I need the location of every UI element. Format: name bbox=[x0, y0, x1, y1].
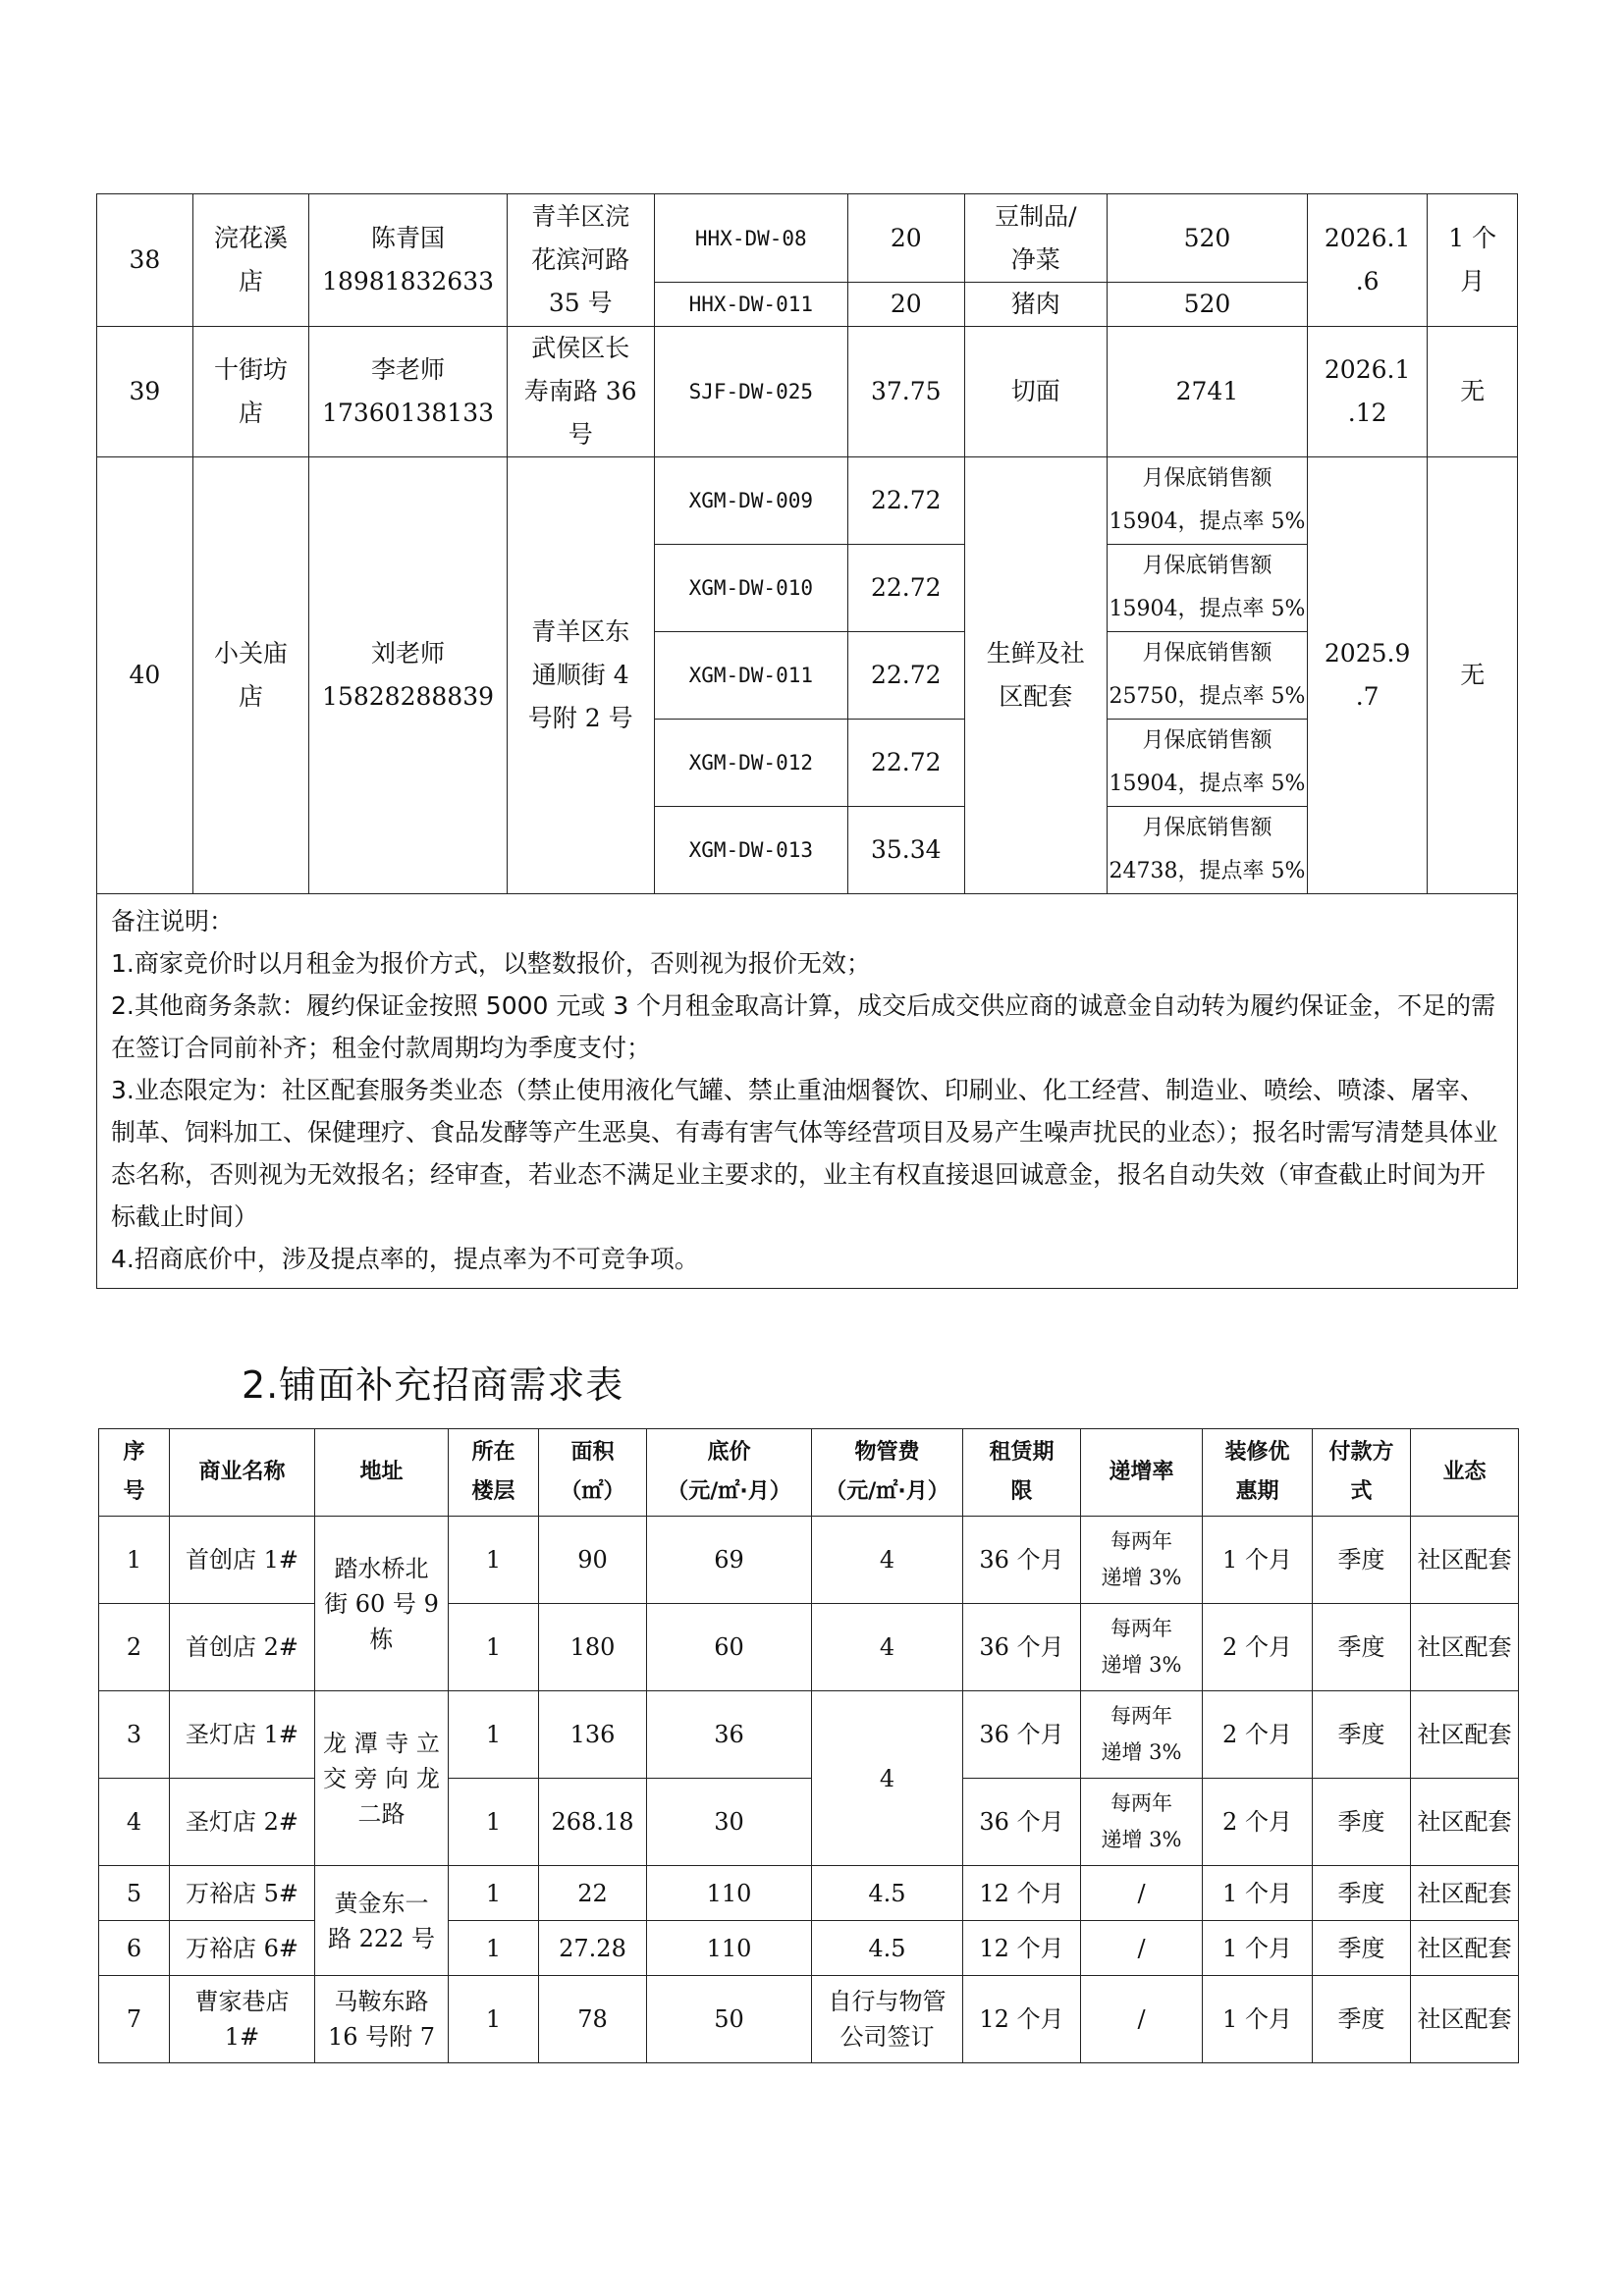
base-price: 月保底销售额 15904，提点率 5% bbox=[1108, 545, 1308, 632]
area: 90 bbox=[539, 1517, 647, 1604]
notes-heading: 备注说明： bbox=[111, 907, 235, 935]
business-type: 社区配套 bbox=[1411, 1976, 1519, 2063]
lease-term: 36 个月 bbox=[963, 1779, 1081, 1866]
area: 27.28 bbox=[539, 1921, 647, 1976]
floor: 1 bbox=[449, 1779, 539, 1866]
area: 22 bbox=[539, 1866, 647, 1921]
base-price: 月保底销售额 15904，提点率 5% bbox=[1108, 457, 1308, 545]
row-number: 6 bbox=[99, 1921, 170, 1976]
unit-code: XGM-DW-013 bbox=[654, 807, 848, 894]
address: 青羊区东 通顺街 4 号附 2 号 bbox=[507, 457, 654, 894]
mgmt-fee: 4.5 bbox=[812, 1866, 963, 1921]
mgmt-fee: 4.5 bbox=[812, 1921, 963, 1976]
payment-method: 季度 bbox=[1313, 1517, 1411, 1604]
header-cell: 装修优 惠期 bbox=[1203, 1429, 1313, 1517]
base-price: 50 bbox=[647, 1976, 812, 2063]
row-number: 7 bbox=[99, 1976, 170, 2063]
unit-area: 22.72 bbox=[848, 632, 965, 720]
increase-rate: 每两年 递增 3% bbox=[1081, 1779, 1203, 1866]
store-name: 小关庙 店 bbox=[192, 457, 309, 894]
business-type: 社区配套 bbox=[1411, 1604, 1519, 1691]
header-cell: 面积 （㎡） bbox=[539, 1429, 647, 1517]
note-item: 2.其他商务条款：履约保证金按照 5000 元或 3 个月租金取高计算，成交后成交供应商的诚意金自动转为履约保证金，不足的需在签订合同前补齐；租金付款周期均为季度支付； bbox=[111, 991, 1496, 1062]
table-row bbox=[99, 1604, 1519, 1691]
row-number: 5 bbox=[99, 1866, 170, 1921]
header-cell: 底价 （元/㎡·月） bbox=[647, 1429, 812, 1517]
shop-name: 首创店 2# bbox=[170, 1604, 315, 1691]
lease-term: 12 个月 bbox=[963, 1921, 1081, 1976]
header-cell: 序 号 bbox=[99, 1429, 170, 1517]
store-name: 浣花溪 店 bbox=[192, 194, 309, 327]
header-cell: 地址 bbox=[315, 1429, 449, 1517]
unit-code: SJF-DW-025 bbox=[654, 327, 848, 457]
floor: 1 bbox=[449, 1976, 539, 2063]
business-type: 社区配套 bbox=[1411, 1779, 1519, 1866]
unit-code: XGM-DW-012 bbox=[654, 720, 848, 807]
unit-area: 20 bbox=[848, 283, 965, 327]
table-row bbox=[99, 1779, 1519, 1866]
section-title: 2.铺面补充招商需求表 bbox=[242, 1363, 624, 1407]
notes-row bbox=[97, 894, 1518, 1289]
payment-method: 季度 bbox=[1313, 1604, 1411, 1691]
address: 武侯区长 寿南路 36 号 bbox=[507, 327, 654, 457]
header-cell: 商业名称 bbox=[170, 1429, 315, 1517]
unit-area: 20 bbox=[848, 194, 965, 283]
floor: 1 bbox=[449, 1604, 539, 1691]
row-number: 2 bbox=[99, 1604, 170, 1691]
unit-area: 37.75 bbox=[848, 327, 965, 457]
mgmt-fee: 4 bbox=[812, 1604, 963, 1691]
base-price: 60 bbox=[647, 1604, 812, 1691]
mgmt-fee: 自行与物管 公司签订 bbox=[812, 1976, 963, 2063]
decoration-period: 1 个月 bbox=[1203, 1517, 1313, 1604]
note-item: 4.招商底价中，涉及提点率的，提点率为不可竞争项。 bbox=[111, 1245, 699, 1273]
lease-term: 36 个月 bbox=[963, 1691, 1081, 1779]
mgmt-fee: 4 bbox=[812, 1691, 963, 1866]
contact: 陈青国 18981832633 bbox=[309, 194, 508, 327]
table-row bbox=[99, 1921, 1519, 1976]
address: 青羊区浣 花滨河路 35 号 bbox=[507, 194, 654, 327]
increase-rate: 每两年 递增 3% bbox=[1081, 1604, 1203, 1691]
decoration-period: 1 个月 bbox=[1203, 1866, 1313, 1921]
payment-method: 季度 bbox=[1313, 1691, 1411, 1779]
area: 78 bbox=[539, 1976, 647, 2063]
business-type: 社区配套 bbox=[1411, 1517, 1519, 1604]
date: 2025.9 .7 bbox=[1307, 457, 1428, 894]
free-period: 1 个 月 bbox=[1428, 194, 1518, 327]
row-number: 38 bbox=[97, 194, 193, 327]
free-period: 无 bbox=[1428, 327, 1518, 457]
date: 2026.1 .6 bbox=[1307, 194, 1428, 327]
decoration-period: 2 个月 bbox=[1203, 1604, 1313, 1691]
base-price: 月保底销售额 25750，提点率 5% bbox=[1108, 632, 1308, 720]
increase-rate: / bbox=[1081, 1866, 1203, 1921]
business-type: 社区配套 bbox=[1411, 1921, 1519, 1976]
payment-method: 季度 bbox=[1313, 1976, 1411, 2063]
address: 踏水桥北 街 60 号 9 栋 bbox=[315, 1517, 449, 1691]
shop-name: 万裕店 5# bbox=[170, 1866, 315, 1921]
business-type: 社区配套 bbox=[1411, 1866, 1519, 1921]
payment-method: 季度 bbox=[1313, 1779, 1411, 1866]
shop-name: 首创店 1# bbox=[170, 1517, 315, 1604]
table-row bbox=[99, 1866, 1519, 1921]
decoration-period: 2 个月 bbox=[1203, 1691, 1313, 1779]
mgmt-fee: 4 bbox=[812, 1517, 963, 1604]
shop-name: 曹家巷店 1# bbox=[170, 1976, 315, 2063]
base-price: 110 bbox=[647, 1921, 812, 1976]
table-row bbox=[97, 327, 1518, 457]
base-price: 110 bbox=[647, 1866, 812, 1921]
payment-method: 季度 bbox=[1313, 1921, 1411, 1976]
unit-code: XGM-DW-009 bbox=[654, 457, 848, 545]
unit-code: HHX-DW-011 bbox=[654, 283, 848, 327]
table-row bbox=[97, 457, 1518, 545]
header-row bbox=[99, 1429, 1519, 1517]
base-price: 2741 bbox=[1108, 327, 1308, 457]
floor: 1 bbox=[449, 1866, 539, 1921]
notes bbox=[97, 894, 1518, 1289]
row-number: 4 bbox=[99, 1779, 170, 1866]
date: 2026.1 .12 bbox=[1307, 327, 1428, 457]
lease-term: 12 个月 bbox=[963, 1866, 1081, 1921]
header-cell: 所在 楼层 bbox=[449, 1429, 539, 1517]
base-price: 30 bbox=[647, 1779, 812, 1866]
row-number: 40 bbox=[97, 457, 193, 894]
free-period: 无 bbox=[1428, 457, 1518, 894]
note-item: 1.商家竞价时以月租金为报价方式，以整数报价，否则视为报价无效； bbox=[111, 949, 871, 978]
business-type: 生鲜及社 区配套 bbox=[964, 457, 1108, 894]
increase-rate: 每两年 递增 3% bbox=[1081, 1517, 1203, 1604]
decoration-period: 2 个月 bbox=[1203, 1779, 1313, 1866]
business-type: 切面 bbox=[964, 327, 1108, 457]
header-cell: 物管费 （元/㎡·月） bbox=[812, 1429, 963, 1517]
store-name: 十街坊 店 bbox=[192, 327, 309, 457]
row-number: 39 bbox=[97, 327, 193, 457]
header-cell: 业态 bbox=[1411, 1429, 1519, 1517]
unit-code: HHX-DW-08 bbox=[654, 194, 848, 283]
header-cell: 付款方 式 bbox=[1313, 1429, 1411, 1517]
header-cell: 递增率 bbox=[1081, 1429, 1203, 1517]
area: 268.18 bbox=[539, 1779, 647, 1866]
unit-code: XGM-DW-011 bbox=[654, 632, 848, 720]
contact: 刘老师 15828288839 bbox=[309, 457, 508, 894]
base-price: 69 bbox=[647, 1517, 812, 1604]
floor: 1 bbox=[449, 1691, 539, 1779]
area: 136 bbox=[539, 1691, 647, 1779]
note-item: 3.业态限定为：社区配套服务类业态（禁止使用液化气罐、禁止重油烟餐饮、印刷业、化工经营、制造业、喷绘、喷漆、屠宰、制革、饲料加工、保健理疗、食品发酵等产生恶臭、有毒有害气体等经营项目及易产生噪声扰民的业态）；报名时需写清楚具体业态名称，否则视为无效报名；经审查，若业态不满足业主要求的，业主有权直接退回诚意金，报名自动失效（审查截止时间为开标截止时间） bbox=[111, 1076, 1498, 1231]
lease-term: 12 个月 bbox=[963, 1976, 1081, 2063]
business-type: 社区配套 bbox=[1411, 1691, 1519, 1779]
table-row bbox=[99, 1517, 1519, 1604]
row-number: 3 bbox=[99, 1691, 170, 1779]
table-row bbox=[99, 1691, 1519, 1779]
merchant-table bbox=[96, 193, 1518, 1289]
base-price: 36 bbox=[647, 1691, 812, 1779]
unit-code: XGM-DW-010 bbox=[654, 545, 848, 632]
base-price: 月保底销售额 24738，提点率 5% bbox=[1108, 807, 1308, 894]
floor: 1 bbox=[449, 1517, 539, 1604]
increase-rate: / bbox=[1081, 1976, 1203, 2063]
table-row bbox=[97, 194, 1518, 283]
business-type: 猪肉 bbox=[964, 283, 1108, 327]
increase-rate: / bbox=[1081, 1921, 1203, 1976]
business-type: 豆制品/ 净菜 bbox=[964, 194, 1108, 283]
unit-area: 22.72 bbox=[848, 457, 965, 545]
lease-term: 36 个月 bbox=[963, 1604, 1081, 1691]
base-price: 520 bbox=[1108, 283, 1308, 327]
row-number: 1 bbox=[99, 1517, 170, 1604]
base-price: 月保底销售额 15904，提点率 5% bbox=[1108, 720, 1308, 807]
supplementary-shop-table bbox=[98, 1428, 1519, 2063]
decoration-period: 1 个月 bbox=[1203, 1921, 1313, 1976]
increase-rate: 每两年 递增 3% bbox=[1081, 1691, 1203, 1779]
floor: 1 bbox=[449, 1921, 539, 1976]
header-cell: 租赁期 限 bbox=[963, 1429, 1081, 1517]
address: 龙 潭 寺 立 交 旁 向 龙 二路 bbox=[315, 1691, 449, 1866]
address: 马鞍东路 16 号附 7 bbox=[315, 1976, 449, 2063]
shop-name: 万裕店 6# bbox=[170, 1921, 315, 1976]
unit-area: 22.72 bbox=[848, 545, 965, 632]
decoration-period: 1 个月 bbox=[1203, 1976, 1313, 2063]
payment-method: 季度 bbox=[1313, 1866, 1411, 1921]
table-row bbox=[99, 1976, 1519, 2063]
lease-term: 36 个月 bbox=[963, 1517, 1081, 1604]
unit-area: 22.72 bbox=[848, 720, 965, 807]
address: 黄金东一 路 222 号 bbox=[315, 1866, 449, 1976]
unit-area: 35.34 bbox=[848, 807, 965, 894]
shop-name: 圣灯店 2# bbox=[170, 1779, 315, 1866]
contact: 李老师 17360138133 bbox=[309, 327, 508, 457]
base-price: 520 bbox=[1108, 194, 1308, 283]
area: 180 bbox=[539, 1604, 647, 1691]
shop-name: 圣灯店 1# bbox=[170, 1691, 315, 1779]
